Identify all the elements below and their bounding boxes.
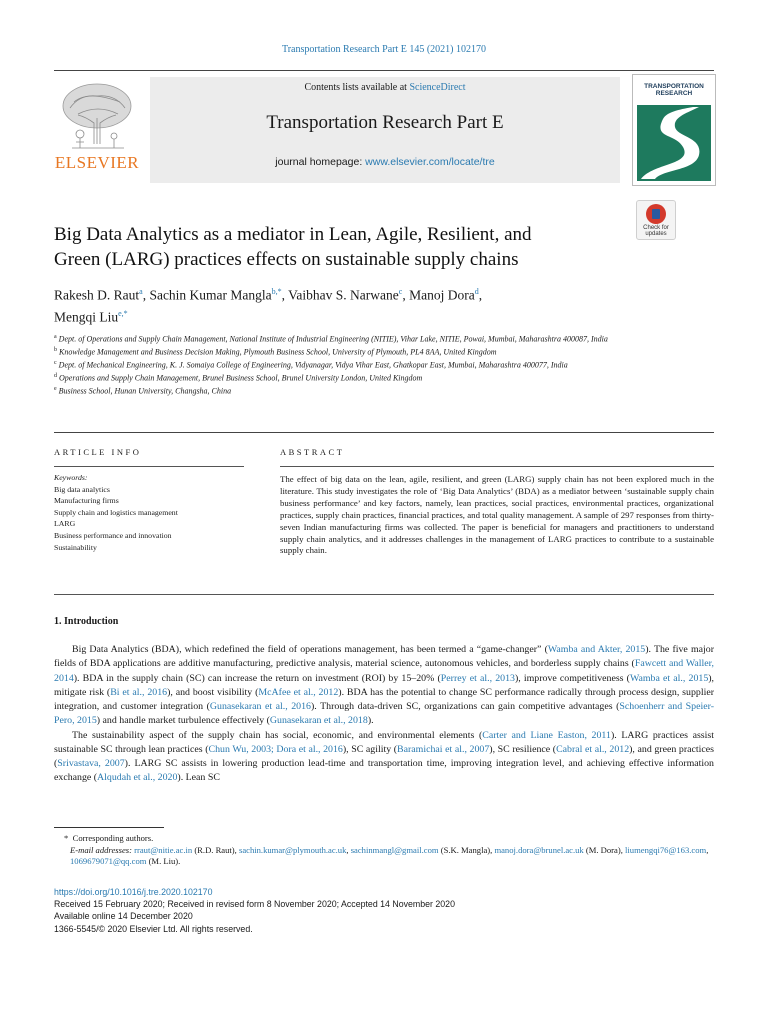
check-for-updates-label: Check for updates [643, 225, 669, 237]
keywords-label: Keywords: [54, 473, 88, 482]
elsevier-wordmark: ELSEVIER [54, 153, 140, 172]
body-paragraph [54, 643, 714, 729]
citation-link[interactable]: Fawcett and Waller, 2014 [54, 658, 715, 684]
citation-link[interactable]: Gunasekaran et al., 2018 [269, 715, 368, 727]
text-run: , [706, 844, 709, 855]
text-run: ). The five major fields of BDA applications are additive manufacturing, predictive analysis, material science, autonomous vehicles, and borderless supply chains ( [54, 644, 714, 670]
email-addresses [54, 845, 714, 868]
affiliation-item: $^b$ Knowledge Management and Business Decision Making, Plymouth Business School, University of Plymouth, PL4 8AA, United Kingdom [54, 347, 497, 357]
citation-link[interactable]: Cabral et al., 2012 [556, 743, 630, 755]
author-affiliation-link[interactable]: d [474, 287, 479, 296]
text-run: ), improve competitiveness ( [514, 672, 630, 684]
author-name: Vaibhav S. Narwane [288, 287, 399, 303]
text-run: (S.K. Mangla), [438, 844, 495, 855]
keyword-item: LARG [54, 519, 76, 529]
text-run: ), SC agility ( [342, 743, 398, 755]
text-run: ), and boost visibility ( [167, 686, 259, 698]
bookmark-icon [646, 204, 666, 224]
contents-prefix: Contents lists available at [304, 82, 410, 93]
homepage-prefix: journal homepage: [275, 156, 366, 168]
text-run: ). LARG practices assist sustainable SC through lean practices ( [54, 729, 714, 755]
citation-link[interactable]: Perrey et al., 2013 [440, 672, 515, 684]
citation-link[interactable]: Baramichai et al., 2007 [397, 743, 490, 755]
abstract-rule [280, 466, 714, 467]
text-run: (M. Liu). [146, 856, 181, 867]
paper-title-line-2: Green (LARG) practices effects on sustainable supply chains [54, 249, 519, 270]
text-run: ), mitigate risk ( [54, 672, 715, 698]
cover-art [633, 103, 715, 185]
text-run: (R.D. Raut), [192, 844, 239, 855]
abstract-heading: ABSTRACT [280, 447, 345, 457]
affiliation-item: $^e$ Business School, Hunan University, Changsha, China [54, 386, 232, 396]
text-run: The sustainability aspect of the supply chain has social, economic, and environmental elements ( [72, 729, 483, 741]
article-meta [54, 886, 714, 935]
check-for-updates-button[interactable] [636, 200, 676, 240]
text-run: ). BDA in the supply chain (SC) can increase the return on investment (ROI) by 15–20% ( [73, 672, 441, 684]
text-run: ). [367, 715, 374, 727]
citation-link[interactable]: Alqudah et al., 2020 [97, 772, 178, 784]
citation-link[interactable]: Chun Wu, 2003; Dora et al., 2016 [208, 743, 343, 755]
author-name: Sachin Kumar Mangla [149, 287, 272, 303]
article-info-rule [54, 466, 244, 467]
keyword-item: Supply chain and logistics management [54, 507, 178, 517]
email-link[interactable]: 1069679071@qq.com [70, 856, 147, 867]
author-affiliation-link[interactable]: b,* [271, 287, 282, 296]
keyword-item: Manufacturing firms [54, 496, 119, 506]
citation-link[interactable]: Wamba et al., 2015 [629, 672, 709, 684]
journal-cover-thumbnail[interactable] [632, 74, 716, 186]
citation-link[interactable]: Schoenherr and Speier-Pero, 2015 [54, 701, 714, 727]
author-affiliation-link[interactable]: e,* [118, 308, 128, 318]
affiliation-list [54, 332, 694, 397]
affiliation-item: $^d$ Operations and Supply Chain Management, Brunel Business School, Brunel University London, United Kingdom [54, 373, 423, 383]
paper-title [54, 222, 624, 272]
author-affiliation-link[interactable]: c [398, 287, 403, 296]
journal-citation[interactable]: Transportation Research Part E 145 (2021) 102170 [281, 44, 487, 55]
footnote-rule [54, 827, 164, 828]
section-heading-introduction: 1. Introduction [54, 616, 119, 627]
received-dates: Received 15 February 2020; Received in revised form 8 November 2020; Accepted 14 November 2020 [54, 899, 455, 910]
body-text [54, 643, 714, 786]
citation-link[interactable]: Gunasekaran et al., 2016 [209, 701, 311, 712]
email-link[interactable]: liumengqi76@163.com [625, 844, 707, 855]
email-link[interactable]: manoj.dora@brunel.ac.uk [494, 844, 584, 855]
author-list: Rakesh D. Raut$^a$, Sachin Kumar Mangla$^{b,*}$, Vaibhav S. Narwane$^c$, Manoj Dora$^d$, Mengqi Liu$^{e,*}$ [54, 287, 483, 324]
paper-title-line-1: Big Data Analytics as a mediator in Lean, Agile, Resilient, and [54, 224, 532, 245]
text-run: ). BDA has the potential to change SC performance radically through process design, supplier integration, and customer integration ( [54, 686, 714, 712]
citation-link[interactable]: Bi et al., 2016 [110, 686, 168, 698]
keyword-item: Big data analytics [54, 484, 110, 494]
copyright: 1366-5545/© 2020 Elsevier Ltd. All rights reserved. [54, 923, 253, 934]
email-link[interactable]: sachin.kumar@plymouth.ac.uk [238, 844, 347, 855]
citation-link[interactable]: Wamba and Akter, 2015 [547, 644, 646, 655]
article-info-heading: ARTICLE INFO [54, 447, 142, 457]
citation-link[interactable]: Carter and Liane Easton, 2011 [482, 729, 611, 741]
text-run: ). Lean SC [177, 772, 220, 784]
sciencedirect-link[interactable]: ScienceDirect [409, 82, 466, 93]
contents-line [150, 82, 620, 93]
keyword-item: Sustainability [54, 542, 97, 552]
email-link[interactable]: sachinmangl@gmail.com [350, 844, 439, 855]
body-paragraph [54, 729, 714, 786]
homepage-link[interactable]: www.elsevier.com/locate/tre [365, 156, 495, 168]
text-run: ). Through data-driven SC, organizations can gain competitive advantages ( [311, 701, 620, 712]
abstract-bottom-rule [54, 594, 714, 595]
text-run: , [346, 844, 351, 855]
journal-title: Transportation Research Part E [266, 112, 504, 133]
footnotes [54, 833, 714, 868]
doi-link[interactable]: https://doi.org/10.1016/j.tre.2020.102170 [54, 887, 213, 897]
email-link[interactable]: rraut@nitie.ac.in [134, 844, 193, 855]
author-affiliation-link[interactable]: a [139, 287, 143, 296]
email-list [70, 845, 708, 867]
text-run: ), and green practices ( [54, 743, 714, 769]
affiliation-item: $^c$ Dept. of Mechanical Engineering, K. J. Somaiya College of Engineering, Vidyanagar, Vidya Vihar East, Ghatkopar East, Mumbai, Maharashtra 400077, India [54, 360, 568, 370]
header-top-rule [54, 70, 714, 71]
citation-link[interactable]: Srivastava, 2007 [57, 758, 125, 769]
author-name: Manoj Dora [409, 287, 475, 303]
affiliation-item: $^a$ Dept. of Operations and Supply Chain Management, National Institute of Industrial Engineering (NITIE), Vihar Lake, NITIE, Powai, Mumbai, Maharashtra 400087, India [54, 334, 608, 344]
text-run: ), SC resilience ( [489, 743, 557, 755]
corresponding-note: * Corresponding authors. [64, 833, 154, 843]
author-name: Mengqi Liu [54, 309, 119, 324]
citation-link[interactable]: McAfee et al., 2012 [258, 686, 339, 698]
abstract-text: The effect of big data on the lean, agile, resilient, and green (LARG) supply chain has not been explored much in the literature. This study investigates the role of ‘Big Data Analytics’ (BDA) as a mediator between ‘sustainable supply chain business performance’ and key factors, namely, lean practices, social practices, environmental practices, organizational practices, supply chain practices, financial practices, and total quality management. A sample of 297 responses from thirty-seven Indian manufacturing firms was collected. The paper is beneficial for managers and practitioners to understand supply chain analytics, and it addresses challenges in the management of LARG practices to contribute to a sustainable supply chain. [280, 474, 714, 556]
cover-title: TRANSPORTATION RESEARCH [644, 83, 704, 97]
author-name: Rakesh D. Raut [54, 287, 140, 303]
keyword-item: Business performance and innovation [54, 530, 172, 540]
available-online: Available online 14 December 2020 [54, 911, 193, 922]
text-run: Big Data Analytics (BDA), which redefined the field of operations management, has been termed a “game-changer” ( [72, 644, 548, 655]
email-label: E-mail addresses: [70, 844, 132, 855]
journal-homepage [150, 156, 620, 168]
text-run: ). LARG SC assists in lowering production lead-time and transportation time, improving integration level, and achieving effective information exchange ( [54, 758, 714, 784]
text-run: ) and handle market turbulence effectively ( [96, 715, 270, 727]
keywords-list [54, 472, 244, 553]
section-divider [54, 432, 714, 433]
text-run: (M. Dora), [583, 844, 626, 855]
